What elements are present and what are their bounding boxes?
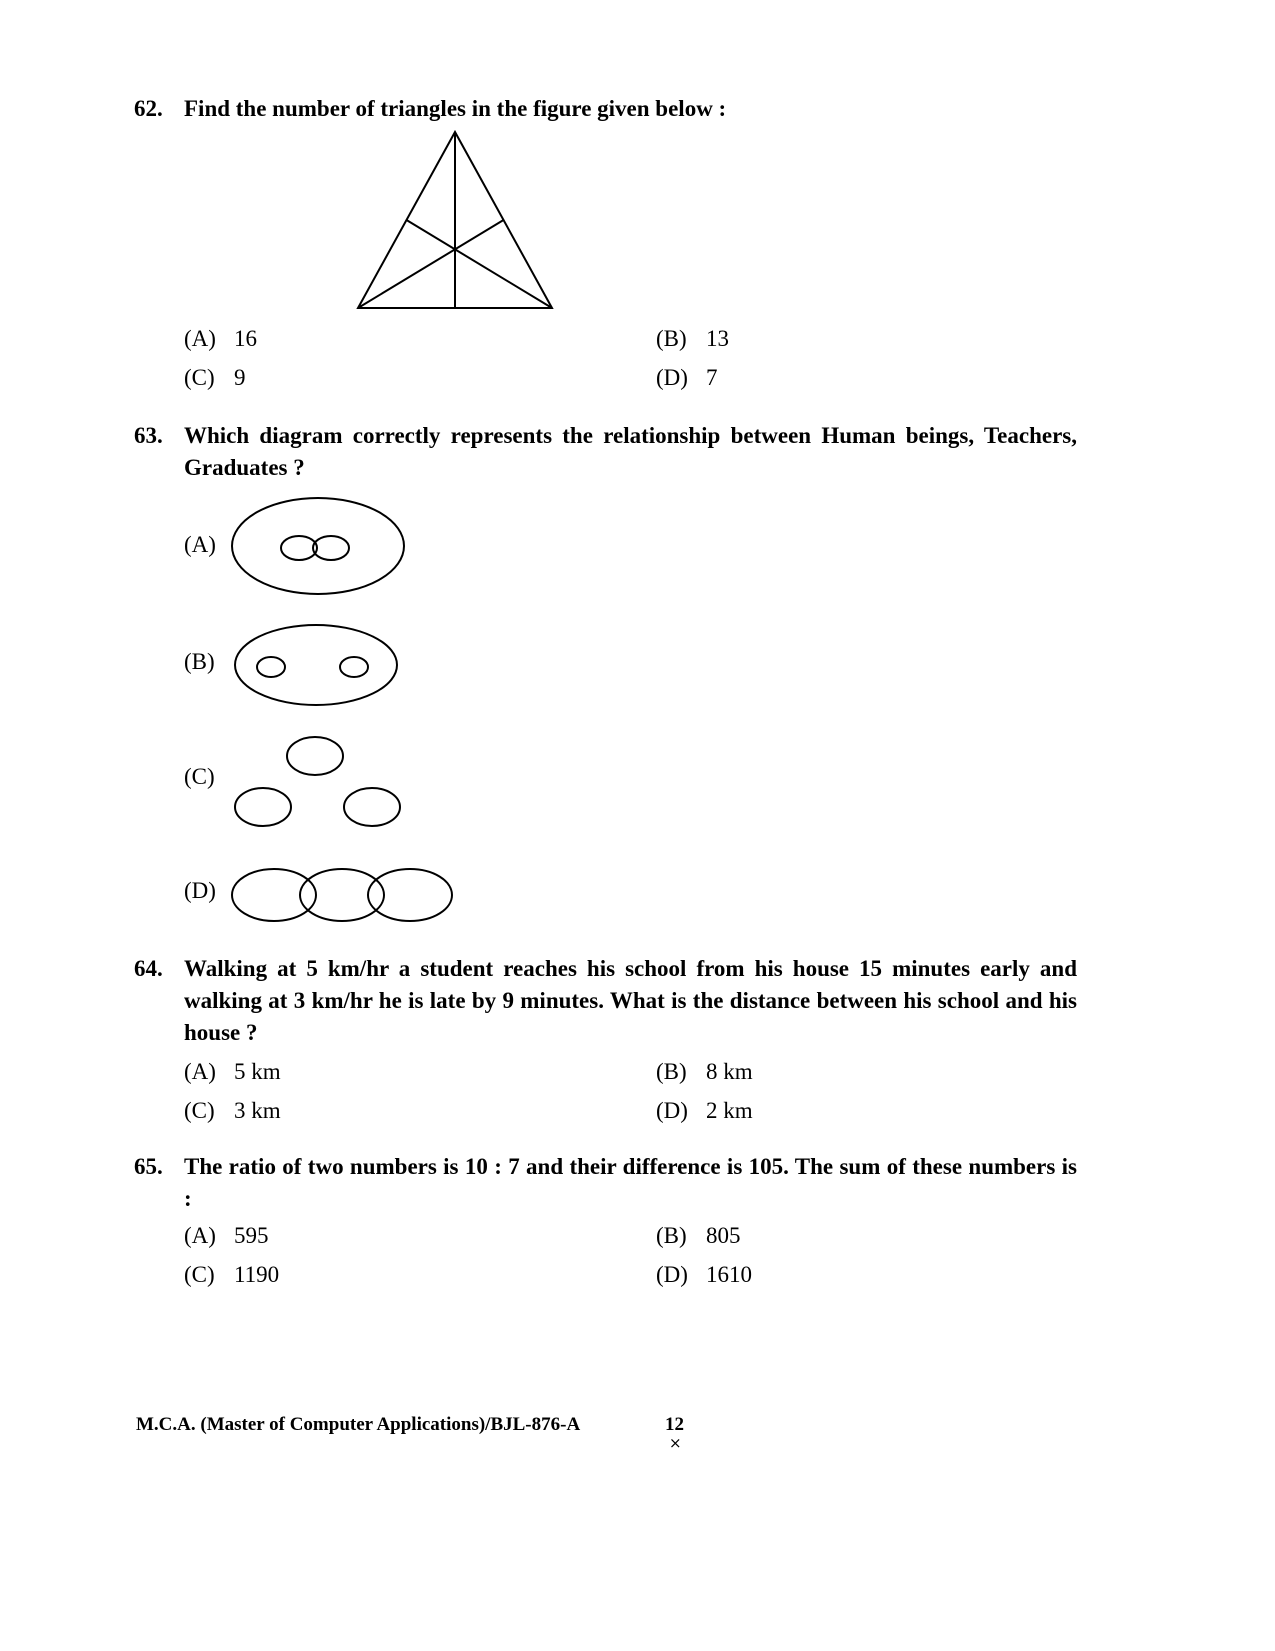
outer-ellipse (235, 625, 397, 705)
top-ellipse (287, 737, 343, 775)
q63-diagram-a-label[interactable]: (A) (184, 532, 216, 557)
q65-option-d[interactable]: (D) 1610 (656, 1262, 752, 1287)
question-65-text: The ratio of two numbers is 10 : 7 and their difference is 105. The sum of these numbers is : (184, 1154, 1077, 1211)
venn-diagram-b (235, 625, 397, 705)
footer-paper-code: M.C.A. (Master of Computer Applications)/BJL-876-A (136, 1414, 581, 1435)
q62-option-c[interactable]: (C) 9 (184, 365, 246, 390)
q63-diagram-c-label[interactable]: (C) (184, 764, 215, 789)
outer-ellipse (232, 498, 404, 594)
footer-cross-mark-icon: × (669, 1434, 682, 1452)
venn-diagram-a (232, 498, 404, 594)
q63-diagram-b-label[interactable]: (B) (184, 649, 215, 674)
middle-ellipse (300, 869, 384, 921)
q64-option-b[interactable]: (B) 8 km (656, 1059, 753, 1084)
question-62-text: Find the number of triangles in the figure given below : (184, 96, 727, 121)
q65-option-c[interactable]: (C) 1190 (184, 1262, 280, 1287)
question-63-text: Which diagram correctly represents the relationship between Human beings, Teachers, Graduates ? (184, 423, 1077, 480)
q64-option-c[interactable]: (C) 3 km (184, 1098, 281, 1123)
q65-option-a[interactable]: (A) 595 (184, 1223, 269, 1248)
question-63-number: 63. (134, 423, 163, 448)
q62-option-b[interactable]: (B) 13 (656, 326, 729, 351)
q64-option-a[interactable]: (A) 5 km (184, 1059, 281, 1084)
left-ellipse (232, 869, 316, 921)
footer-page-number: 12 (665, 1414, 684, 1435)
q62-option-a[interactable]: (A) 16 (184, 326, 257, 351)
venn-diagram-c (235, 737, 400, 826)
right-ellipse (368, 869, 452, 921)
inner-right-ellipse (313, 536, 349, 560)
venn-diagram-d (232, 869, 452, 921)
question-64-text: Walking at 5 km/hr a student reaches his school from his house 15 minutes early and walking at 3 km/hr he is late by 9 minutes. What is the distance between his school and his house ? (184, 956, 1077, 1045)
q62-option-d[interactable]: (D) 7 (656, 365, 718, 390)
inner-left-ellipse (257, 657, 285, 677)
inner-left-ellipse (281, 536, 317, 560)
left-ellipse (235, 788, 291, 826)
question-65-number: 65. (134, 1154, 163, 1179)
q64-option-d[interactable]: (D) 2 km (656, 1098, 753, 1123)
question-62-number: 62. (134, 96, 163, 121)
question-64-number: 64. (134, 956, 163, 981)
q65-option-b[interactable]: (B) 805 (656, 1223, 741, 1248)
inner-right-ellipse (340, 657, 368, 677)
q63-diagram-d-label[interactable]: (D) (184, 878, 216, 903)
right-ellipse (344, 788, 400, 826)
